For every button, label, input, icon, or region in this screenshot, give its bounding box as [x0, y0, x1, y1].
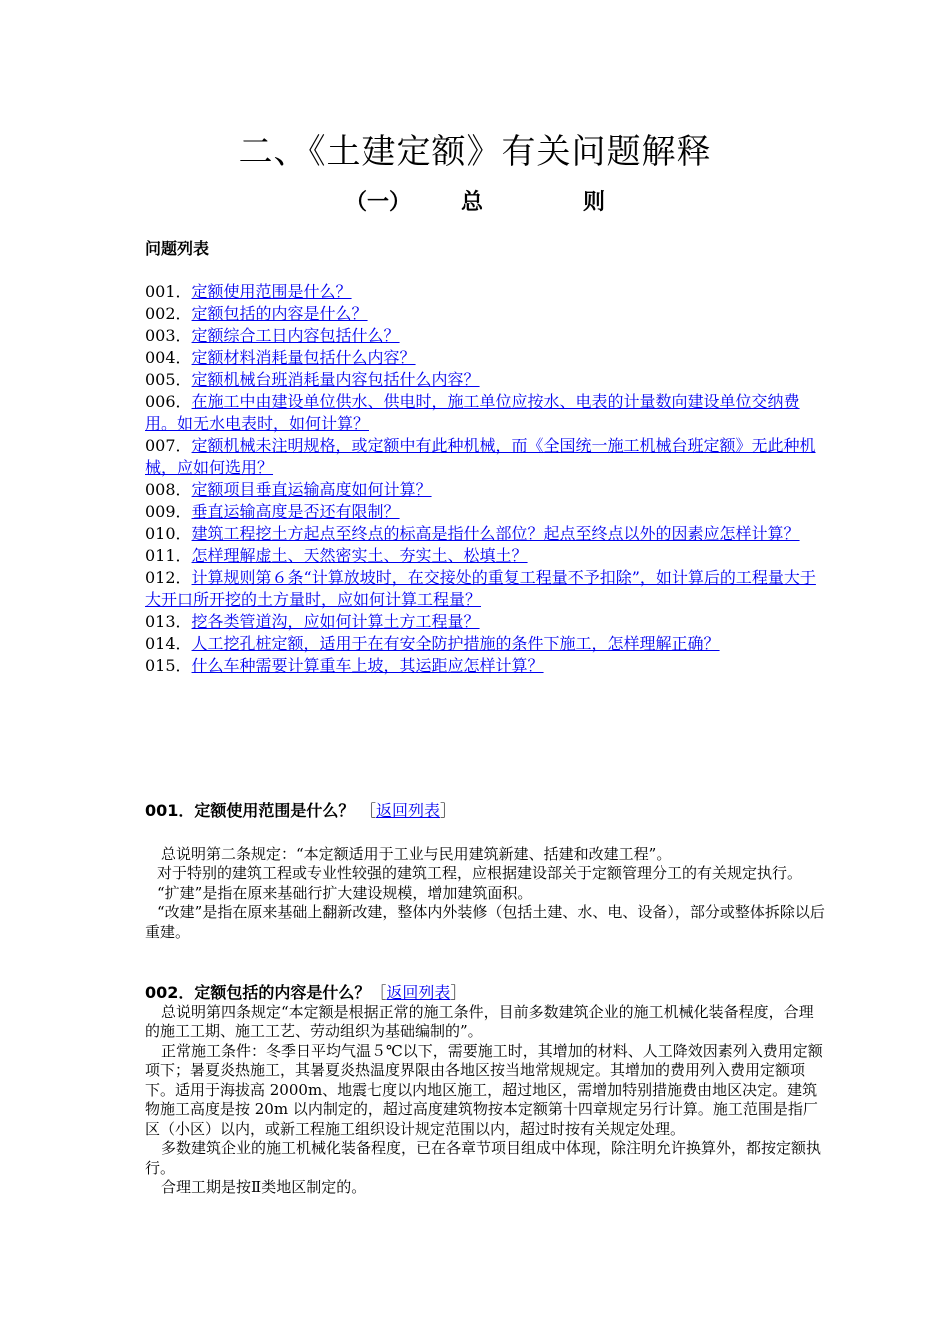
question-number: 006． — [145, 392, 192, 411]
answer-paragraph: “扩建”是指在原来基础行扩大建设规模，增加建筑面积。 — [157, 883, 533, 902]
question-link[interactable]: 定额项目垂直运输高度如何计算？ — [191, 480, 432, 499]
subtitle-number: （一） — [344, 190, 411, 215]
question-number: 009． — [145, 502, 192, 521]
question-link[interactable]: 定额机械台班消耗量内容包括什么内容？ — [191, 370, 480, 389]
question-link[interactable]: 定额包括的内容是什么？ — [191, 304, 368, 323]
question-item — [145, 347, 825, 369]
question-list — [145, 281, 825, 677]
question-item — [145, 281, 825, 303]
answer-paragraph: 正常施工条件：冬季日平均气温５℃以下，需要施工时，其增加的材料、人工降效因素列入费用定额项下；暑夏炎热施工，其暑夏炎热温度界限由各地区按当地常规规定。其增加的费用列入费用定额项下。适用于海拔高 2000m、地震七度以内地区施工，超过地区，需增加特别措施费由地区决定。建筑物施工高度是按 20m 以内制定的，超过高度建筑物按本定额第十四章规定另行计算。施工范围是指厂区（小区）以内，或新工程施工组织设计规定范围以内，超过时按有关规定处理。 — [145, 1041, 823, 1138]
answer-paragraph: 多数建筑企业的施工机械化装备程度，已在各章节项目组成中体现，除注明允许换算外，都按定额执行。 — [145, 1139, 822, 1177]
answer-paragraph: “改建”是指在原来基础上翻新改建，整体内外装修（包括土建、水、电、设备），部分或整体拆除以后重建。 — [145, 903, 825, 941]
subtitle-word-2: 则 — [583, 190, 606, 215]
question-item — [145, 435, 825, 479]
bracket-close: ］ — [450, 983, 467, 1002]
question-link[interactable]: 怎样理解虚土、天然密实土、夯实土、松填土？ — [191, 546, 528, 565]
question-link[interactable]: 定额机械未注明规格，或定额中有此种机械，而《全国统一施工机械台班定额》无此种机械，应如何选用？ — [145, 436, 816, 477]
question-link[interactable]: 人工挖孔桩定额，适用于在有安全防护措施的条件下施工，怎样理解正确？ — [191, 634, 720, 653]
question-number: 012． — [145, 568, 192, 587]
question-link[interactable]: 定额综合工日内容包括什么？ — [191, 326, 400, 345]
question-item — [145, 325, 825, 347]
question-number: 008． — [145, 480, 192, 499]
subtitle-word-1: 总 — [460, 190, 483, 215]
page-title: 二、《土建定额》有关问题解释 — [238, 132, 712, 172]
back-to-list — [370, 983, 466, 1002]
question-link[interactable]: 垂直运输高度是否还有限制？ — [191, 502, 400, 521]
answer-paragraph: 总说明第四条规定“本定额是根据正常的施工条件，目前多数建筑企业的施工机械化装备程度，合理的施工工期、施工工艺、劳动组织为基础编制的”。 — [145, 1002, 814, 1040]
answer-heading — [145, 801, 825, 821]
question-link[interactable]: 在施工中由建设单位供水、供电时，施工单位应按水、电表的计量数向建设单位交纳费用。如无水电表时，如何计算？ — [145, 392, 800, 433]
question-number: 010． — [145, 524, 192, 543]
bracket-open: ［ — [359, 801, 376, 820]
question-number: 005． — [145, 370, 192, 389]
back-to-list-link[interactable]: 返回列表 — [376, 801, 441, 820]
question-item — [145, 303, 825, 325]
question-link[interactable]: 建筑工程挖土方起点至终点的标高是指什么部位？起点至终点以外的因素应怎样计算？ — [191, 524, 800, 543]
question-item — [145, 655, 825, 677]
answer-heading — [145, 983, 825, 1003]
question-number: 002． — [145, 304, 192, 323]
back-to-list-link[interactable]: 返回列表 — [386, 983, 451, 1002]
question-item — [145, 523, 825, 545]
bracket-close: ］ — [440, 801, 457, 820]
answer-paragraph: 对于特别的建筑工程或专业性较强的建筑工程，应根据建设部关于定额管理分工的有关规定执行。 — [157, 864, 803, 882]
question-link[interactable]: 挖各类管道沟，应如何计算土方工程量？ — [191, 612, 480, 631]
question-number: 003． — [145, 326, 192, 345]
question-item — [145, 479, 825, 501]
question-number: 004． — [145, 348, 192, 367]
answer-section-001 — [145, 801, 825, 942]
answer-paragraph: 总说明第二条规定：“本定额适用于工业与民用建筑新建、括建和改建工程”。 — [161, 844, 672, 863]
question-link[interactable]: 定额材料消耗量包括什么内容？ — [191, 348, 416, 367]
question-item — [145, 633, 825, 655]
question-number: 013． — [145, 612, 192, 631]
question-link[interactable]: 计算规则第６条“计算放坡时，在交接处的重复工程量不予扣除”，如计算后的工程量大于大开口所开挖的土方量时，应如何计算工程量？ — [145, 568, 816, 609]
answer-section-002 — [145, 983, 825, 1198]
question-item — [145, 611, 825, 633]
bracket-open: ［ — [370, 983, 387, 1002]
question-link[interactable]: 定额使用范围是什么？ — [191, 282, 352, 301]
question-item — [145, 369, 825, 391]
question-link[interactable]: 什么车种需要计算重车上坡，其运距应怎样计算？ — [191, 656, 544, 675]
section-subtitle — [0, 185, 950, 216]
question-number: 001． — [145, 282, 192, 301]
question-item — [145, 545, 825, 567]
question-number: 015． — [145, 656, 192, 675]
question-item — [145, 391, 825, 435]
answer-paragraph: 合理工期是按Ⅱ类地区制定的。 — [161, 1178, 367, 1196]
question-number: 007． — [145, 436, 192, 455]
answer-heading-text: 001．定额使用范围是什么？ — [145, 801, 355, 820]
question-list-heading: 问题列表 — [145, 239, 210, 258]
answer-heading-text: 002．定额包括的内容是什么？ — [145, 983, 371, 1002]
question-item — [145, 501, 825, 523]
question-number: 014． — [145, 634, 192, 653]
back-to-list — [360, 801, 456, 820]
question-item — [145, 567, 825, 611]
question-number: 011． — [145, 546, 192, 565]
